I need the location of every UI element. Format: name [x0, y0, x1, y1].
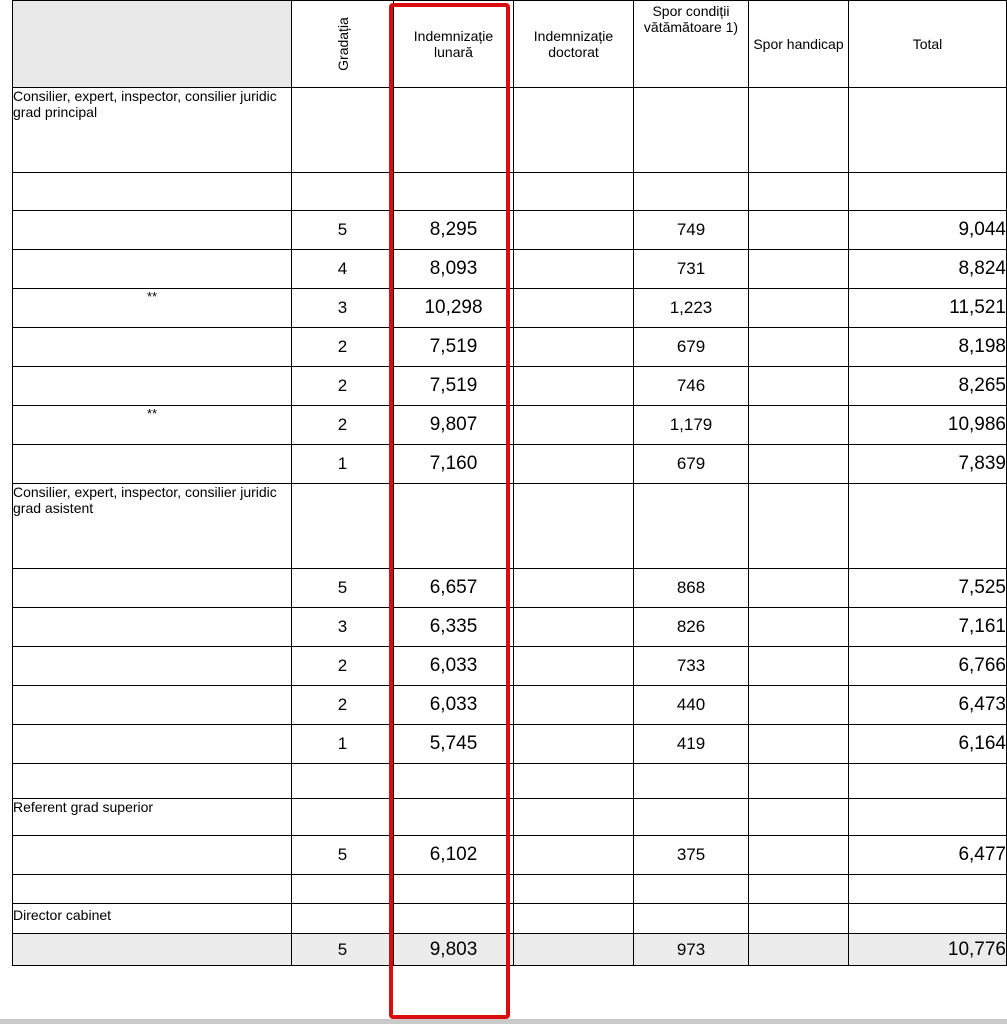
salary-table: [12, 0, 1007, 966]
category-row: [13, 799, 1007, 836]
spacer-row: [13, 764, 1007, 799]
category-label: Consilier, expert, inspector, consilier juridic grad asistent: [13, 484, 292, 569]
category-row: [13, 904, 1007, 934]
table-row: 2 6,033 733 6,766: [13, 647, 1007, 686]
header-indemnizatie-doctorat: Indemnizație doctorat: [514, 1, 634, 88]
table-row: 5 9,803 973 10,776: [13, 934, 1007, 966]
page-bottom-edge: [0, 1019, 1007, 1024]
spacer-row: [13, 875, 1007, 904]
table-row: 1 5,745 419 6,164: [13, 725, 1007, 764]
table-row: 4 8,093 731 8,824: [13, 250, 1007, 289]
table-row: 5 6,102 375 6,477: [13, 836, 1007, 875]
category-label: Consilier, expert, inspector, consilier juridic grad principal: [13, 88, 292, 173]
category-row: [13, 88, 1007, 173]
table-row: 1 7,160 679 7,839: [13, 445, 1007, 484]
table-row: 2 7,519 746 8,265: [13, 367, 1007, 406]
header-total: Total: [849, 1, 1007, 88]
spacer-row: [13, 173, 1007, 211]
table-row: ** 3 10,298 1,223 11,521: [13, 289, 1007, 328]
category-row: [13, 484, 1007, 569]
table-row: 5 6,657 868 7,525: [13, 569, 1007, 608]
category-label: Referent grad superior: [13, 799, 292, 836]
header-indemnizatie-lunara: Indemnizație lunară: [394, 1, 514, 88]
header-spor-handicap: Spor handicap: [749, 1, 849, 88]
table-row: 2 6,033 440 6,473: [13, 686, 1007, 725]
table-row: ** 2 9,807 1,179 10,986: [13, 406, 1007, 445]
category-label: Director cabinet: [13, 904, 292, 934]
table-row: 2 7,519 679 8,198: [13, 328, 1007, 367]
table-row: 5 8,295 749 9,044: [13, 211, 1007, 250]
table-row: 3 6,335 826 7,161: [13, 608, 1007, 647]
header-gradatia: Gradația: [292, 1, 394, 88]
header-blank-cell: [13, 1, 292, 88]
header-spor-conditii: Spor condiții vătămătoare 1): [634, 1, 749, 88]
